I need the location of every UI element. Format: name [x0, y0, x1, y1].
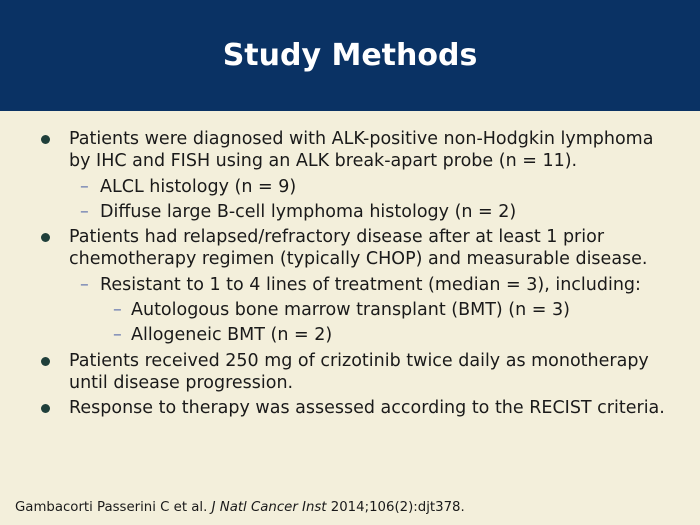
- dash-icon: –: [113, 300, 122, 321]
- bullet-text: Resistant to 1 to 4 lines of treatment (median = 3), including:: [100, 274, 641, 295]
- bullet-text: Patients had relapsed/refractory disease after at least 1 prior chemotherapy regimen (typically CHOP) and measurable disease.: [69, 227, 648, 270]
- dash-icon: –: [80, 201, 89, 222]
- bullet-text: ALCL histology (n = 9): [100, 176, 297, 197]
- bullet-item: [0, 226, 669, 271]
- bullet-text: Allogeneic BMT (n = 2): [131, 325, 333, 346]
- bullet-item: [0, 128, 669, 173]
- bullet-text: Response to therapy was assessed according to the RECIST criteria.: [69, 398, 665, 419]
- bullet-dot-icon: [41, 404, 50, 413]
- title-banner: [0, 0, 700, 111]
- sub-bullet-item: [0, 201, 670, 223]
- bullet-text: Patients were diagnosed with ALK-positive non-Hodgkin lymphoma by IHC and FISH using an ALK break-apart probe (n = 11).: [69, 129, 654, 172]
- bullet-dot-icon: [41, 233, 50, 242]
- bullet-text: Patients received 250 mg of crizotinib twice daily as monotherapy until disease progression.: [69, 350, 649, 393]
- citation-ref: 2014;106(2):djt378.: [330, 500, 465, 515]
- bullet-list: [0, 128, 700, 420]
- dash-icon: –: [80, 176, 89, 197]
- dash-icon: –: [80, 274, 89, 295]
- dash-icon: –: [113, 325, 122, 346]
- sub-sub-bullet-item: [0, 299, 671, 321]
- bullet-item: [0, 350, 669, 395]
- sub-bullet-item: [0, 176, 670, 198]
- sub-sub-bullet-item: [0, 324, 671, 346]
- citation-authors: Gambacorti Passerini C et al.: [15, 500, 208, 515]
- bullet-item: [0, 397, 669, 419]
- bullet-text: Diffuse large B-cell lymphoma histology (n = 2): [100, 201, 517, 222]
- slide-title: Study Methods: [222, 38, 478, 73]
- bullet-dot-icon: [41, 135, 50, 144]
- sub-bullet-item: [0, 274, 670, 296]
- citation-journal: J Natl Cancer Inst: [211, 500, 327, 515]
- bullet-text: Autologous bone marrow transplant (BMT) (n = 3): [131, 300, 570, 321]
- bullet-dot-icon: [41, 357, 50, 366]
- citation: [15, 499, 465, 517]
